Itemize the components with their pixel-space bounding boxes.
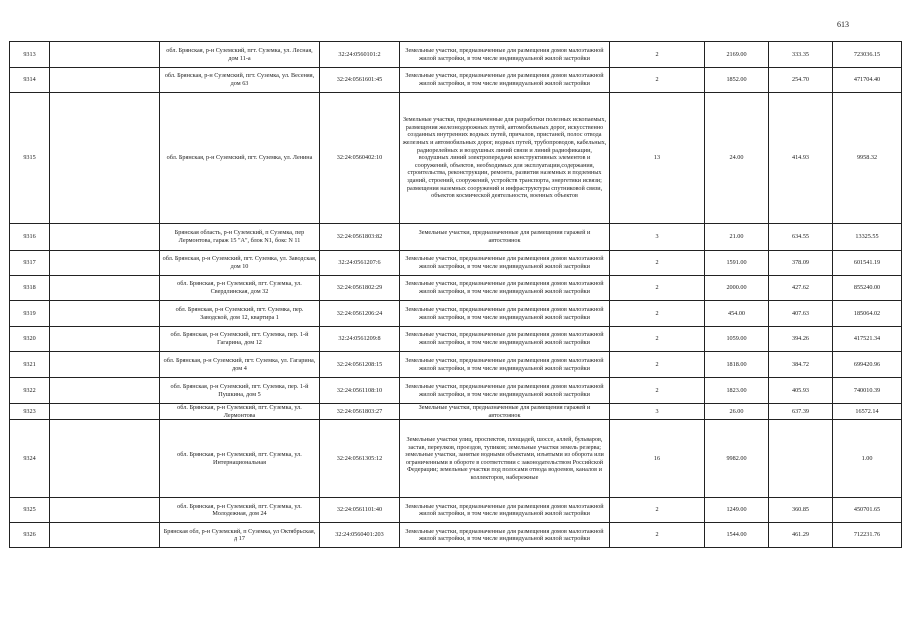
address-cell: обл. Брянская, р-н Суземский, пгт. Суземка, пер. Заводской, дом 12, квартира 1 bbox=[160, 301, 320, 327]
area-cell: 2169.00 bbox=[705, 42, 769, 68]
row-number-cell: 9324 bbox=[10, 420, 50, 498]
area-cell: 26.00 bbox=[705, 404, 769, 420]
table-row bbox=[10, 404, 902, 420]
cadastral-value-cell: 855240.00 bbox=[833, 276, 902, 301]
spacer-cell bbox=[50, 327, 160, 352]
address-cell: обл. Брянская, р-н Суземский, пгт. Суземка, ул. Свердлинская, дом 32 bbox=[160, 276, 320, 301]
specific-value-cell: 637.39 bbox=[769, 404, 833, 420]
page-number: 613 bbox=[837, 20, 849, 29]
cadastral-value-cell: 9958.32 bbox=[833, 93, 902, 224]
address-cell: обл. Брянская, р-н Суземский, пгт. Суземка, ул. Ленина bbox=[160, 93, 320, 224]
spacer-cell bbox=[50, 523, 160, 548]
table-row bbox=[10, 224, 902, 251]
use-group-cell: 2 bbox=[610, 301, 705, 327]
row-number-cell: 9314 bbox=[10, 68, 50, 93]
row-number-cell: 9320 bbox=[10, 327, 50, 352]
cadastral-number-cell: 32:24:0561803:27 bbox=[320, 404, 400, 420]
spacer-cell bbox=[50, 251, 160, 276]
address-cell: Брянская область, р-н Суземский, п Суземка, пер Лермонтова, гараж 15 "А", блок N1, бокс N 11 bbox=[160, 224, 320, 251]
address-cell: обл. Брянская, р-н Суземский, пгт. Суземка, ул. Молодежная, дом 24 bbox=[160, 498, 320, 523]
table-row bbox=[10, 498, 902, 523]
row-number-cell: 9318 bbox=[10, 276, 50, 301]
cadastral-number-cell: 32:24:0561305:12 bbox=[320, 420, 400, 498]
address-cell: обл. Брянская, р-н Суземский, пгт. Суземка, ул. Лермонтова bbox=[160, 404, 320, 420]
spacer-cell bbox=[50, 404, 160, 420]
land-use-cell: Земельные участки, предназначенные для размещения домов малоэтажной жилой застройки, в том числе индивидуальной жилой застройки bbox=[400, 327, 610, 352]
area-cell: 1818.00 bbox=[705, 352, 769, 378]
specific-value-cell: 254.70 bbox=[769, 68, 833, 93]
specific-value-cell: 394.26 bbox=[769, 327, 833, 352]
cadastral-value-cell: 16572.14 bbox=[833, 404, 902, 420]
address-cell: Брянская обл, р-н Суземский, п Суземка, ул Октябрьская, д 17 bbox=[160, 523, 320, 548]
table-row bbox=[10, 68, 902, 93]
cadastral-value-cell: 699420.96 bbox=[833, 352, 902, 378]
area-cell: 1591.00 bbox=[705, 251, 769, 276]
cadastral-value-cell: 740010.39 bbox=[833, 378, 902, 404]
row-number-cell: 9322 bbox=[10, 378, 50, 404]
land-use-cell: Земельные участки, предназначенные для размещения гаражей и автостоянок bbox=[400, 404, 610, 420]
spacer-cell bbox=[50, 498, 160, 523]
use-group-cell: 2 bbox=[610, 42, 705, 68]
specific-value-cell: 634.55 bbox=[769, 224, 833, 251]
cadastral-value-cell: 450701.65 bbox=[833, 498, 902, 523]
spacer-cell bbox=[50, 420, 160, 498]
table-row bbox=[10, 378, 902, 404]
cadastral-number-cell: 32:24:0561108:10 bbox=[320, 378, 400, 404]
area-cell: 24.00 bbox=[705, 93, 769, 224]
address-cell: обл. Брянская, р-н Суземский, пгт. Суземка, пер. 1-й Пушкина, дом 5 bbox=[160, 378, 320, 404]
table-row bbox=[10, 276, 902, 301]
cadastral-number-cell: 32:24:0560401:203 bbox=[320, 523, 400, 548]
land-use-cell: Земельные участки, предназначенные для размещения домов малоэтажной жилой застройки, в том числе индивидуальной жилой застройки bbox=[400, 523, 610, 548]
use-group-cell: 2 bbox=[610, 378, 705, 404]
land-use-cell: Земельные участки, предназначенные для размещения домов малоэтажной жилой застройки, в том числе индивидуальной жилой застройки bbox=[400, 68, 610, 93]
row-number-cell: 9323 bbox=[10, 404, 50, 420]
address-cell: обл. Брянская, р-н Суземский, пгт. Суземка, ул. Заводская, дом 10 bbox=[160, 251, 320, 276]
table-row bbox=[10, 301, 902, 327]
cadastral-number-cell: 32:24:0561803:82 bbox=[320, 224, 400, 251]
row-number-cell: 9317 bbox=[10, 251, 50, 276]
address-cell: обл. Брянская, р-н Суземский, пгт. Суземка, ул. Лесная, дом 11-а bbox=[160, 42, 320, 68]
row-number-cell: 9313 bbox=[10, 42, 50, 68]
use-group-cell: 2 bbox=[610, 68, 705, 93]
use-group-cell: 3 bbox=[610, 224, 705, 251]
area-cell: 1823.00 bbox=[705, 378, 769, 404]
specific-value-cell: 360.85 bbox=[769, 498, 833, 523]
land-use-cell: Земельные участки, предназначенные для размещения гаражей и автостоянок bbox=[400, 224, 610, 251]
specific-value-cell: 407.63 bbox=[769, 301, 833, 327]
specific-value-cell: 333.35 bbox=[769, 42, 833, 68]
use-group-cell: 2 bbox=[610, 498, 705, 523]
land-use-cell: Земельные участки, предназначенные для разработки полезных ископаемых, размещения железнодорожных путей, автомобильных дорог, искусственно созданных внутренних водных путей, причалов, пристаней, полос отвода железных и автомобильных дорог, водных путей, трубопроводов, кабельных, радиорелейных и воздушных линий связи и линий радиофикации, воздушных линий электропередачи конструктивных элементов и сооружений, объектов, необходимых для эксплуатации,содержания, строительства, реконструкции, ремонта, развития наземных и подземных зданий, строений, сооружений, устройств транспорта, энергетики исвязи; размещения наземных сооружений и инфраструктуры спутниковой связи, объектов космической деятельности, военных объектов bbox=[400, 93, 610, 224]
address-cell: обл. Брянская, р-н Суземский, пгт. Суземка, ул. Гагарина, дом 4 bbox=[160, 352, 320, 378]
land-use-cell: Земельные участки, предназначенные для размещения домов малоэтажной жилой застройки, в том числе индивидуальной жилой застройки bbox=[400, 498, 610, 523]
spacer-cell bbox=[50, 352, 160, 378]
specific-value-cell: 461.29 bbox=[769, 523, 833, 548]
spacer-cell bbox=[50, 301, 160, 327]
cadastral-value-cell: 13325.55 bbox=[833, 224, 902, 251]
address-cell: обл. Брянская, р-н Суземский, пгт. Суземка, ул. Интернациональная bbox=[160, 420, 320, 498]
spacer-cell bbox=[50, 276, 160, 301]
address-cell: обл. Брянская, р-н Суземский, пгт. Суземка, ул. Весеняя, дом 63 bbox=[160, 68, 320, 93]
specific-value-cell bbox=[769, 420, 833, 498]
area-cell: 1544.00 bbox=[705, 523, 769, 548]
table-row bbox=[10, 420, 902, 498]
spacer-cell bbox=[50, 93, 160, 224]
cadastral-value-cell: 601541.19 bbox=[833, 251, 902, 276]
cadastral-number-cell: 32:24:0561209:8 bbox=[320, 327, 400, 352]
cadastral-number-cell: 32:24:0561601:45 bbox=[320, 68, 400, 93]
table-row bbox=[10, 523, 902, 548]
specific-value-cell: 378.09 bbox=[769, 251, 833, 276]
land-use-cell: Земельные участки, предназначенные для размещения домов малоэтажной жилой застройки, в том числе индивидуальной жилой застройки bbox=[400, 352, 610, 378]
cadastral-number-cell: 32:24:0561101:40 bbox=[320, 498, 400, 523]
cadastral-value-cell: 185064.02 bbox=[833, 301, 902, 327]
table-row bbox=[10, 42, 902, 68]
use-group-cell: 16 bbox=[610, 420, 705, 498]
cadastral-number-cell: 32:24:0561208:15 bbox=[320, 352, 400, 378]
area-cell: 21.00 bbox=[705, 224, 769, 251]
area-cell: 454.00 bbox=[705, 301, 769, 327]
specific-value-cell: 427.62 bbox=[769, 276, 833, 301]
table-row bbox=[10, 251, 902, 276]
table-row bbox=[10, 327, 902, 352]
use-group-cell: 3 bbox=[610, 404, 705, 420]
land-use-cell: Земельные участки, предназначенные для размещения домов малоэтажной жилой застройки, в том числе индивидуальной жилой застройки bbox=[400, 251, 610, 276]
area-cell: 2000.00 bbox=[705, 276, 769, 301]
land-register-table bbox=[9, 41, 902, 548]
use-group-cell: 2 bbox=[610, 251, 705, 276]
spacer-cell bbox=[50, 224, 160, 251]
spacer-cell bbox=[50, 378, 160, 404]
area-cell: 1249.00 bbox=[705, 498, 769, 523]
land-use-cell: Земельные участки, предназначенные для размещения домов малоэтажной жилой застройки, в том числе индивидуальной жилой застройки bbox=[400, 276, 610, 301]
spacer-cell bbox=[50, 68, 160, 93]
cadastral-number-cell: 32:24:0561802:29 bbox=[320, 276, 400, 301]
use-group-cell: 2 bbox=[610, 327, 705, 352]
land-use-cell: Земельные участки, предназначенные для размещения домов малоэтажной жилой застройки, в том числе индивидуальной жилой застройки bbox=[400, 301, 610, 327]
use-group-cell: 13 bbox=[610, 93, 705, 224]
cadastral-value-cell: 471704.40 bbox=[833, 68, 902, 93]
area-cell: 1852.00 bbox=[705, 68, 769, 93]
cadastral-value-cell: 1.00 bbox=[833, 420, 902, 498]
row-number-cell: 9325 bbox=[10, 498, 50, 523]
specific-value-cell: 414.93 bbox=[769, 93, 833, 224]
table-body bbox=[10, 42, 902, 548]
cadastral-number-cell: 32:24:0560101:2 bbox=[320, 42, 400, 68]
cadastral-value-cell: 712231.76 bbox=[833, 523, 902, 548]
table-row bbox=[10, 93, 902, 224]
land-use-cell: Земельные участки, предназначенные для размещения домов малоэтажной жилой застройки, в том числе индивидуальной жилой застройки bbox=[400, 378, 610, 404]
cadastral-number-cell: 32:24:0561207:6 bbox=[320, 251, 400, 276]
spacer-cell bbox=[50, 42, 160, 68]
cadastral-number-cell: 32:24:0561206:24 bbox=[320, 301, 400, 327]
address-cell: обл. Брянская, р-н Суземский, пгт. Суземка, пер. 1-й Гагарина, дом 12 bbox=[160, 327, 320, 352]
land-use-cell: Земельные участки улиц, проспектов, площадей, шоссе, аллей, бульваров, застав, переулков, проездов, тупиков; земельные участки земель резерва; земельные участки, занятые водными объектами, изъятыми из оборота или ограниченными в обороте в соответствии с законодательством Российской Федерации; земельные участки под полосами отвода водоемов, каналов и коллекторов, набережные bbox=[400, 420, 610, 498]
cadastral-value-cell: 417521.34 bbox=[833, 327, 902, 352]
use-group-cell: 2 bbox=[610, 352, 705, 378]
row-number-cell: 9316 bbox=[10, 224, 50, 251]
specific-value-cell: 384.72 bbox=[769, 352, 833, 378]
use-group-cell: 2 bbox=[610, 276, 705, 301]
row-number-cell: 9321 bbox=[10, 352, 50, 378]
row-number-cell: 9315 bbox=[10, 93, 50, 224]
table-row bbox=[10, 352, 902, 378]
area-cell: 1059.00 bbox=[705, 327, 769, 352]
land-use-cell: Земельные участки, предназначенные для размещения домов малоэтажной жилой застройки, в том числе индивидуальной жилой застройки bbox=[400, 42, 610, 68]
use-group-cell: 2 bbox=[610, 523, 705, 548]
row-number-cell: 9319 bbox=[10, 301, 50, 327]
area-cell: 9982.00 bbox=[705, 420, 769, 498]
cadastral-number-cell: 32:24:0560402:10 bbox=[320, 93, 400, 224]
row-number-cell: 9326 bbox=[10, 523, 50, 548]
specific-value-cell: 405.93 bbox=[769, 378, 833, 404]
cadastral-value-cell: 723036.15 bbox=[833, 42, 902, 68]
